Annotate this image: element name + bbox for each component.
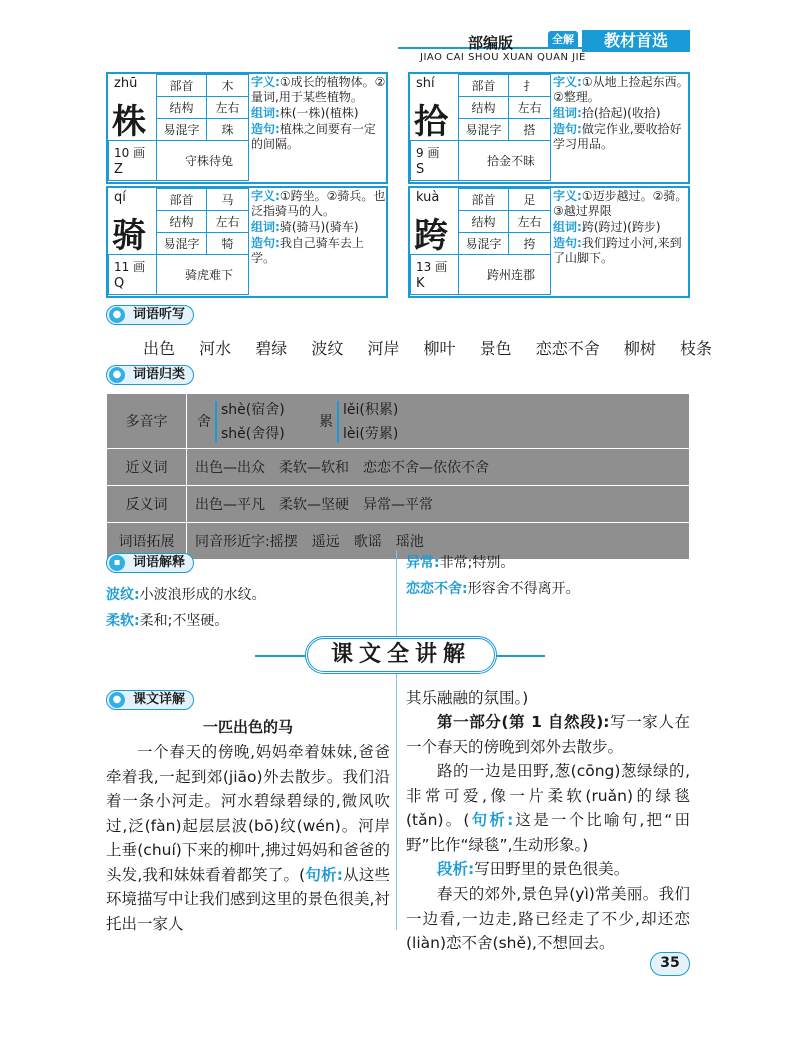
structure: 左右 [207, 97, 249, 119]
sentence: 我们跨过小河,来到了山脚下。 [553, 236, 682, 265]
sentence: 植株之间要有一定的间隔。 [251, 122, 376, 151]
dictation-title: 词语听写 [133, 307, 186, 322]
explain-term: 恋恋不舍: [406, 581, 468, 597]
sentence-label: 造句: [553, 122, 582, 136]
words-label: 组词: [553, 106, 582, 120]
idiom: 守株待兔 [184, 154, 233, 168]
confusable: 挎 [509, 233, 551, 255]
confusable: 搭 [509, 119, 551, 141]
word: 柳叶 [423, 339, 456, 358]
structure: 左右 [509, 97, 551, 119]
meaning-label: 字义: [251, 189, 280, 203]
extend-label: 词语拓展 [107, 523, 187, 560]
char-glyph: 骑 [112, 216, 146, 256]
stroke-count: 10 画 [114, 146, 146, 160]
index-letter: S [416, 162, 425, 177]
reader-icon: ● [109, 692, 125, 708]
stroke-count: 9 画 [416, 146, 440, 160]
words: 株(一株)(植株) [279, 106, 359, 120]
explain-term: 柔软: [106, 613, 140, 629]
segment-analysis-text: 写田野里的景色很美。 [474, 860, 630, 878]
ear-icon: ● [109, 367, 125, 383]
she-reading-1: shè(宿舍) [221, 401, 285, 418]
synonym-label: 近义词 [107, 449, 187, 486]
paragraph-2-text: 路的一边是田野,葱(cōng)葱绿绿的,非常可爱,像一片柔软(ruǎn)的绿毯(tǎn)。( [406, 762, 690, 829]
lei-reading-1: lěi(积累) [343, 401, 399, 418]
words-label: 组词: [553, 220, 582, 234]
brace [215, 401, 217, 443]
word: 出色 [143, 339, 176, 358]
brand-label: 教材首选 [582, 30, 690, 52]
radical: 扌 [509, 75, 551, 97]
sentence-label: 造句: [251, 122, 280, 136]
char-definition [251, 74, 387, 152]
radical-label: 部首 [459, 189, 509, 211]
character-card [106, 186, 388, 298]
page-number: 35 [650, 952, 690, 976]
radical: 马 [207, 189, 249, 211]
word: 碧绿 [255, 339, 288, 358]
structure-label: 结构 [459, 211, 509, 233]
explain-term: 波纹: [106, 587, 140, 603]
index-letter: Q [114, 276, 125, 291]
lei-char: 累 [319, 413, 333, 430]
synonyms: 出色—出众 柔软—软和 恋恋不舍—依依不舍 [187, 449, 690, 486]
lei-reading-2: lèi(劳累) [343, 425, 399, 442]
antonym-label: 反义词 [107, 486, 187, 523]
confusable: 犄 [207, 233, 249, 255]
word: 恋恋不舍 [535, 339, 600, 358]
word: 河岸 [367, 339, 400, 358]
words-label: 组词: [251, 220, 280, 234]
structure-label: 结构 [157, 97, 207, 119]
explain-term: 异常: [406, 555, 440, 571]
sentence-label: 造句: [553, 236, 582, 250]
idiom: 骑虎难下 [184, 268, 233, 282]
words: 骑(骑马)(骑车) [279, 220, 359, 234]
section-classify [106, 365, 194, 385]
meaning: ①成长的植物体。②量词,用于某些植物。 [251, 75, 386, 104]
segment-analysis [406, 857, 690, 882]
sentence-label: 造句: [251, 236, 280, 250]
structure-label: 结构 [157, 211, 207, 233]
words-label: 组词: [251, 106, 280, 120]
words: 拾(拾起)(收拾) [581, 106, 661, 120]
part-1-summary [406, 710, 690, 759]
explain-def: 小波浪形成的水纹。 [139, 587, 266, 603]
confusable-label: 易混字 [459, 233, 509, 255]
confusable: 珠 [207, 119, 249, 141]
explain-item [406, 552, 514, 572]
paragraph-1 [106, 740, 390, 936]
char-pinyin: kuà [416, 190, 440, 205]
meaning-label: 字义: [553, 189, 582, 203]
structure-label: 结构 [459, 97, 509, 119]
article-title: 一匹出色的马 [202, 718, 293, 736]
explain-def: 形容舍不得离开。 [467, 581, 580, 597]
character-card [408, 72, 690, 184]
column-divider [396, 550, 397, 930]
she-char: 舍 [197, 413, 211, 430]
edition-label: 部编版 [468, 34, 514, 52]
sentence-analysis-label: 句析: [305, 865, 343, 884]
paragraph-1-continued: 其乐融融的氛围。) [406, 689, 529, 707]
meaning: ①迈步越过。②骑。③越过界限 [553, 189, 688, 218]
sentence-analysis-text: 从这些环境描写中让我们感到这里的景色很美,衬托出一家人 [106, 865, 390, 933]
index-letter: Z [114, 162, 123, 177]
radical-label: 部首 [157, 189, 207, 211]
words: 跨(跨过)(跨步) [581, 220, 661, 234]
char-definition [251, 188, 387, 266]
character-card [106, 72, 388, 184]
segment-analysis-label: 段析: [437, 860, 475, 878]
sentence-analysis-label: 句析: [469, 811, 514, 829]
char-definition [553, 188, 689, 266]
section-explain [106, 553, 194, 573]
sentence: 我自己骑车去上学。 [251, 236, 364, 265]
brace [337, 401, 339, 443]
logo: 全解 [548, 31, 578, 49]
confusable-label: 易混字 [459, 119, 509, 141]
char-glyph: 跨 [414, 216, 448, 256]
meaning: ①跨坐。②骑兵。也泛指骑马的人。 [251, 189, 386, 218]
meaning-label: 字义: [553, 75, 582, 89]
meaning-label: 字义: [251, 75, 280, 89]
word: 波纹 [311, 339, 344, 358]
brand-pinyin: JIAO CAI SHOU XUAN QUAN JIE [420, 52, 586, 63]
polyphone-label: 多音字 [107, 394, 187, 449]
explain-def: 柔和;不坚硬。 [139, 613, 229, 629]
confusable-label: 易混字 [157, 233, 207, 255]
paragraph-2 [406, 759, 690, 857]
sentence: 做完作业,要收拾好学习用品。 [553, 122, 682, 151]
meaning: ①从地上捡起东西。②整理。 [553, 75, 689, 104]
confusable-label: 易混字 [157, 119, 207, 141]
index-letter: K [416, 276, 425, 291]
char-pinyin: shí [416, 76, 435, 91]
part-1-label: 第一部分(第 1 自然段): [437, 713, 610, 731]
char-glyph: 拾 [414, 102, 448, 142]
vocab-table [106, 393, 690, 560]
char-glyph: 株 [112, 102, 146, 142]
antonyms: 出色—平凡 柔软—坚硬 异常—平常 [187, 486, 690, 523]
paragraph-1-text: 一个春天的傍晚,妈妈牵着妹妹,爸爸牵着我,一起到郊(jiāo)外去散步。我们沿着一条小河走。河水碧绿碧绿的,微风吹过,泛(fàn)起层层波(bō)纹(wén)。河岸上垂(chuí)下来的柳叶,拂过妈妈和爸爸的头发,我和妹妹看着都笑了。( [106, 743, 390, 884]
explain-item [406, 578, 580, 598]
explain-item [106, 584, 266, 604]
classify-title: 词语归类 [133, 367, 186, 382]
part-1-text: 写一家人在一个春天的傍晚到郊外去散步。 [406, 713, 690, 756]
radical-label: 部首 [459, 75, 509, 97]
stroke-count: 13 画 [416, 260, 448, 274]
article-section-title: 课文详解 [133, 692, 186, 707]
stroke-count: 11 画 [114, 260, 146, 274]
she-reading-2: shě(舍得) [221, 425, 285, 442]
explain-title: 词语解释 [133, 555, 186, 570]
dictation-words [143, 336, 731, 359]
word: 河水 [199, 339, 232, 358]
word: 枝条 [679, 339, 712, 358]
word: 柳树 [623, 339, 656, 358]
idiom: 跨州连郡 [486, 268, 535, 282]
extend-words: 同音形近字:摇摆 遥远 歌谣 瑶池 [187, 523, 690, 560]
section-dictation [106, 305, 194, 325]
character-card [408, 186, 690, 298]
book-icon: ▪ [109, 555, 125, 571]
char-pinyin: zhū [114, 76, 138, 91]
radical-label: 部首 [157, 75, 207, 97]
char-pinyin: qí [114, 190, 126, 205]
explain-item [106, 610, 228, 630]
structure: 左右 [509, 211, 551, 233]
section-article [106, 690, 194, 710]
paragraph-3: 春天的郊外,景色异(yì)常美丽。我们一边看,一边走,路已经走了不少,却还恋(liàn)恋不舍(shě),不想回去。 [406, 885, 690, 952]
word: 景色 [479, 339, 512, 358]
idiom: 拾金不昧 [486, 154, 535, 168]
explain-def: 非常;特别。 [439, 555, 515, 571]
radical: 足 [509, 189, 551, 211]
structure: 左右 [207, 211, 249, 233]
radical: 木 [207, 75, 249, 97]
ear-icon: ● [109, 307, 125, 323]
char-definition [553, 74, 689, 152]
sentence-analysis-text: 这是一个比喻句,把“田野”比作“绿毯”,生动形象。) [406, 811, 690, 854]
lesson-banner: 课文全讲解 [305, 636, 497, 674]
